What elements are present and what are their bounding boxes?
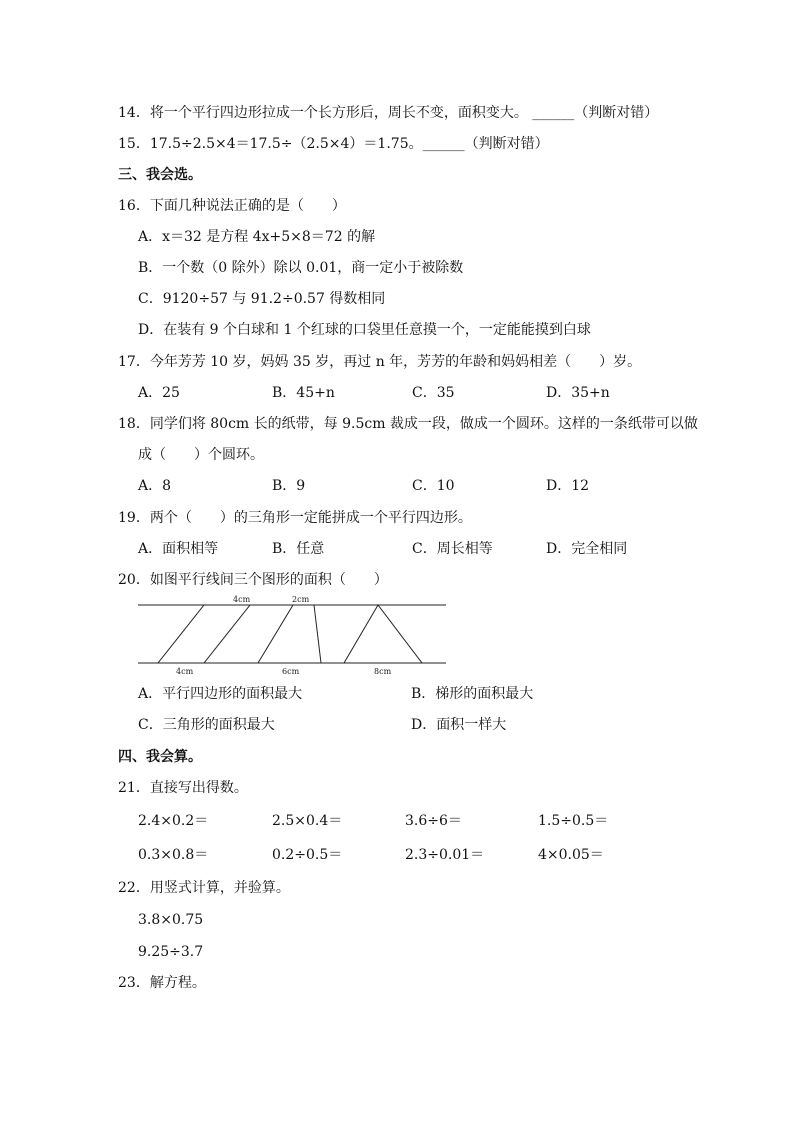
question-17-option-d: D．35+n	[546, 385, 610, 401]
question-16-option-d: D．在装有 9 个白球和 1 个红球的口袋里任意摸一个，一定能能摸到白球	[138, 322, 591, 338]
label-top-2cm: 2cm	[292, 595, 310, 604]
calc-item: 0.3×0.8＝	[138, 847, 209, 863]
question-18-option-c: C．10	[412, 478, 455, 494]
parallel-lines-figure	[138, 593, 448, 679]
question-23: 23．解方程。	[118, 975, 206, 991]
question-20-option-a: A．平行四边形的面积最大	[138, 686, 303, 702]
question-22-item-b: 9.25÷3.7	[138, 944, 204, 960]
question-20-option-d: D．面积一样大	[411, 717, 507, 733]
question-19-option-d: D．完全相同	[546, 541, 628, 557]
label-top-4cm: 4cm	[233, 595, 251, 604]
question-18-continued: 成（ ）个圆环。	[138, 447, 264, 463]
question-16: 16．下面几种说法正确的是（ ）	[118, 198, 346, 214]
calc-item: 1.5÷0.5＝	[538, 813, 609, 829]
parallelogram-shape	[158, 605, 250, 663]
question-19-option-a: A．面积相等	[138, 541, 219, 557]
question-17-option-a: A．25	[138, 385, 180, 401]
question-14: 14．将一个平行四边形拉成一个长方形后，周长不变，面积变大。 ______（判断对错）	[118, 105, 659, 121]
calc-item: 2.3÷0.01＝	[405, 847, 485, 863]
question-16-option-b: B．一个数（0 除外）除以 0.01，商一定小于被除数	[138, 260, 464, 276]
calc-item: 4×0.05＝	[538, 847, 604, 863]
label-bottom-6cm: 6cm	[282, 667, 300, 676]
question-20-option-c: C．三角形的面积最大	[138, 717, 275, 733]
trapezoid-shape	[258, 605, 321, 663]
calc-item: 2.5×0.4＝	[272, 813, 343, 829]
calc-item: 0.2÷0.5＝	[272, 847, 343, 863]
question-15: 15．17.5÷2.5×4＝17.5÷（2.5×4）＝1.75。______（判断对错）	[118, 136, 549, 152]
calc-item: 2.4×0.2＝	[138, 813, 209, 829]
question-16-option-c: C．9120÷57 与 91.2÷0.57 得数相同	[138, 291, 386, 307]
question-18-option-b: B．9	[272, 478, 306, 494]
calc-item: 3.6÷6＝	[405, 813, 462, 829]
label-bottom-4cm: 4cm	[176, 667, 194, 676]
question-17-option-b: B．45+n	[272, 385, 335, 401]
section-4-heading: 四、我会算。	[118, 749, 202, 765]
question-17-option-c: C．35	[412, 385, 455, 401]
label-bottom-8cm: 8cm	[374, 667, 392, 676]
triangle-shape	[344, 605, 422, 663]
question-18-option-d: D．12	[546, 478, 590, 494]
question-18-option-a: A．8	[138, 478, 172, 494]
question-20-option-b: B．梯形的面积最大	[411, 686, 534, 702]
section-3-heading: 三、我会选。	[118, 167, 202, 183]
question-19: 19．两个（ ）的三角形一定能拼成一个平行四边形。	[118, 510, 472, 526]
question-18: 18．同学们将 80cm 长的纸带，每 9.5cm 裁成一段，做成一个圆环。这样的一条纸带可以做	[118, 416, 698, 432]
question-19-option-c: C．周长相等	[412, 541, 493, 557]
question-19-option-b: B．任意	[272, 541, 325, 557]
question-17: 17．今年芳芳 10 岁，妈妈 35 岁，再过 n 年，芳芳的年龄和妈妈相差（ ）岁。	[118, 354, 642, 370]
question-21: 21．直接写出得数。	[118, 780, 248, 796]
question-22-item-a: 3.8×0.75	[138, 912, 204, 928]
question-16-option-a: A．x＝32 是方程 4x+5×8＝72 的解	[138, 229, 376, 245]
question-22: 22．用竖式计算，并验算。	[118, 880, 290, 896]
question-20: 20．如图平行线间三个图形的面积（ ）	[118, 572, 388, 588]
